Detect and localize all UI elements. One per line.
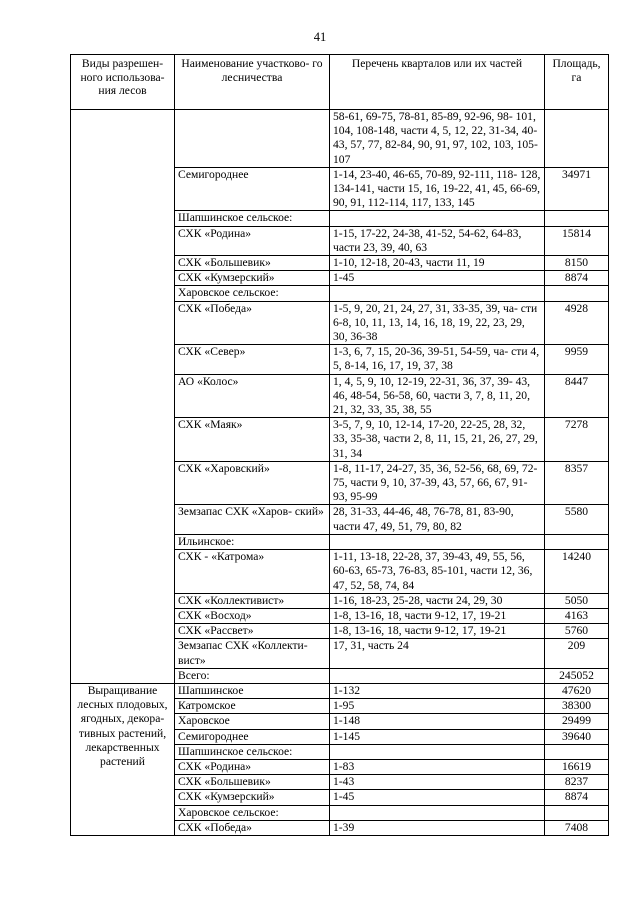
forestry-name: АО «Колос» [175,374,330,418]
forestry-name: Земзапас СХК «Коллекти- вист» [175,639,330,668]
quarters-list: 1-14, 23-40, 46-65, 70-89, 92-111, 118- 128, 134-141, части 15, 16, 19-22, 41, 45, 66-69, 90, 91, 112-114, 117, 133, 145 [330,167,545,211]
quarters-list: 1-45 [330,271,545,286]
area-value: 16619 [545,759,609,774]
area-value: 7408 [545,820,609,835]
area-value [545,534,609,549]
area-value [545,805,609,820]
header-area: Площадь, га [545,55,609,110]
forest-quarters-table [70,54,609,836]
forestry-name: Семигороднее [175,729,330,744]
quarters-list: 1-10, 12-18, 20-43, части 11, 19 [330,256,545,271]
quarters-list: 1-45 [330,790,545,805]
area-value: 8357 [545,461,609,505]
area-value: 5760 [545,624,609,639]
area-value [545,286,609,301]
area-value: 5580 [545,505,609,534]
quarters-list [330,211,545,226]
total-label: Всего: [175,668,330,683]
forestry-name: СХК «Маяк» [175,418,330,462]
area-value [545,110,609,168]
header-row [71,55,609,110]
total-quarters-empty [330,668,545,683]
forestry-name: СХК «Восход» [175,608,330,623]
quarters-list: 1-132 [330,683,545,698]
quarters-list: 1-11, 13-18, 22-28, 37, 39-43, 49, 55, 56, 60-63, 65-73, 76-83, 85-101, части 12, 36, 47, 52, 58, 74, 84 [330,550,545,594]
area-value: 29499 [545,714,609,729]
area-value: 47620 [545,683,609,698]
area-value: 34971 [545,167,609,211]
forestry-name: СХК «Харовский» [175,461,330,505]
quarters-list: 1-39 [330,820,545,835]
forestry-name: СХК «Родина» [175,759,330,774]
table-row [71,683,609,698]
forestry-name: Катромское [175,699,330,714]
forestry-name: Харовское [175,714,330,729]
quarters-list: 1-3, 6, 7, 15, 20-36, 39-51, 54-59, ча- сти 4, 5, 8-14, 16, 17, 19, 37, 38 [330,345,545,374]
quarters-list [330,286,545,301]
quarters-list: 58-61, 69-75, 78-81, 85-89, 92-96, 98- 101, 104, 108-148, части 4, 5, 12, 22, 31-34, 40-43, 57, 77, 82-84, 90, 91, 97, 102, 103, 105-107 [330,110,545,168]
area-value: 15814 [545,226,609,255]
area-value: 14240 [545,550,609,594]
quarters-list [330,534,545,549]
forestry-name: СХК - «Катрома» [175,550,330,594]
forestry-name: Шапшинское сельское: [175,211,330,226]
forestry-name: Шапшинское сельское: [175,744,330,759]
forestry-name: СХК «Север» [175,345,330,374]
quarters-list: 17, 31, часть 24 [330,639,545,668]
use-type-cell: Выращивание лесных плодовых, ягодных, декора- тивных растений, лекарственных растений [71,683,175,835]
quarters-list: 1-15, 17-22, 24-38, 41-52, 54-62, 64-83, части 23, 39, 40, 63 [330,226,545,255]
area-value [545,211,609,226]
forestry-name [175,110,330,168]
area-value: 209 [545,639,609,668]
forestry-name: СХК «Рассвет» [175,624,330,639]
header-quarters: Перечень кварталов или их частей [330,55,545,110]
quarters-list: 1-148 [330,714,545,729]
quarters-list: 1-83 [330,759,545,774]
quarters-list: 1-5, 9, 20, 21, 24, 27, 31, 33-35, 39, ча- сти 6-8, 10, 11, 13, 14, 16, 18, 19, 22, 23, 29, 30, 36-38 [330,301,545,345]
forestry-name: СХК «Большевик» [175,775,330,790]
header-forestry-name: Наименование участково- го лесничества [175,55,330,110]
forestry-name: СХК «Кумзерский» [175,271,330,286]
use-type-cell [71,110,175,684]
quarters-list [330,805,545,820]
quarters-list: 1-16, 18-23, 25-28, части 24, 29, 30 [330,593,545,608]
quarters-list [330,744,545,759]
area-value: 9959 [545,345,609,374]
quarters-list: 1-8, 13-16, 18, части 9-12, 17, 19-21 [330,608,545,623]
forestry-name: Шапшинское [175,683,330,698]
area-value: 4163 [545,608,609,623]
forestry-name: Семигороднее [175,167,330,211]
area-value: 38300 [545,699,609,714]
area-value: 8874 [545,790,609,805]
forestry-name: Харовское сельское: [175,286,330,301]
area-value: 8237 [545,775,609,790]
quarters-list: 1-43 [330,775,545,790]
forestry-name: Харовское сельское: [175,805,330,820]
quarters-list: 1-8, 11-17, 24-27, 35, 36, 52-56, 68, 69, 72-75, части 9, 10, 37-39, 43, 57, 66, 67, 91-93, 95-99 [330,461,545,505]
area-value: 8874 [545,271,609,286]
area-value: 39640 [545,729,609,744]
quarters-list: 1-8, 13-16, 18, части 9-12, 17, 19-21 [330,624,545,639]
area-value: 5050 [545,593,609,608]
area-value: 7278 [545,418,609,462]
table-row [71,110,609,168]
forestry-name: СХК «Большевик» [175,256,330,271]
page-number: 41 [313,30,327,44]
quarters-list: 1, 4, 5, 9, 10, 12-19, 22-31, 36, 37, 39- 43, 46, 48-54, 56-58, 60, части 3, 7, 8, 11, 20, 21, 32, 33, 35, 38, 55 [330,374,545,418]
area-value: 8447 [545,374,609,418]
forestry-name: СХК «Кумзерский» [175,790,330,805]
area-value [545,744,609,759]
total-value: 245052 [545,668,609,683]
area-value: 4928 [545,301,609,345]
forestry-name: СХК «Победа» [175,820,330,835]
quarters-list: 1-95 [330,699,545,714]
header-use-type: Виды разрешен- ного использова- ния лесов [71,55,175,110]
area-value: 8150 [545,256,609,271]
quarters-list: 28, 31-33, 44-46, 48, 76-78, 81, 83-90, части 47, 49, 51, 79, 80, 82 [330,505,545,534]
forestry-name: СХК «Родина» [175,226,330,255]
forestry-name: СХК «Победа» [175,301,330,345]
forestry-name: Земзапас СХК «Харов- ский» [175,505,330,534]
forestry-name: СХК «Коллективист» [175,593,330,608]
forestry-name: Ильинское: [175,534,330,549]
quarters-list: 3-5, 7, 9, 10, 12-14, 17-20, 22-25, 28, 32, 33, 35-38, части 2, 8, 11, 15, 21, 26, 27, 29, 31, 34 [330,418,545,462]
table-body [71,110,609,836]
quarters-list: 1-145 [330,729,545,744]
